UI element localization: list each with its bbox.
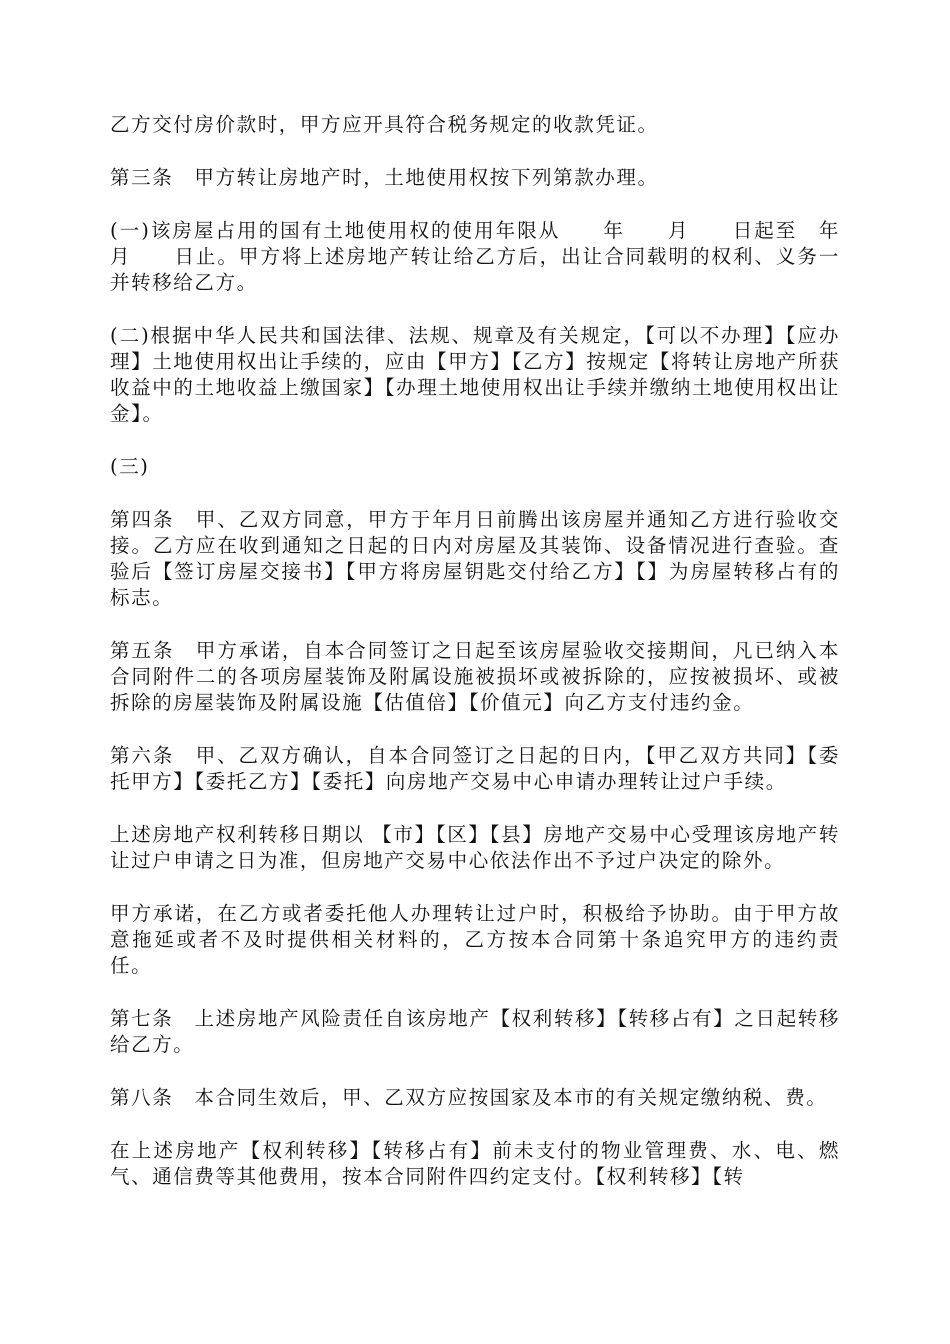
paragraph-article-3-item-3: (三) (110, 455, 150, 478)
document-body (110, 112, 883, 1190)
paragraph-party-a-commitment: 甲方承诺，在乙方或者委托他人办理转让过户时，积极给予协助。由于甲方故意拖延或者不及时提供相关材料的，乙方按本合同第十条追究甲方的违约责任。 (110, 902, 840, 977)
paragraph-payment-receipt: 乙方交付房价款时，甲方应开具符合税务规定的收款凭证。 (110, 113, 659, 136)
paragraph-article-3-item-1: (一)该房屋占用的国有土地使用权的使用年限从 年 月 日起至 年 月 日止。甲方将上述房地产转让给乙方后，出让合同载明的权利、义务一并转移给乙方。 (110, 219, 883, 294)
paragraph-unpaid-fees: 在上述房地产【权利转移】【转移占有】前未支付的物业管理费、水、电、燃气、通信费等其他费用，按本合同附件四约定支付。【权利转移】【转 (110, 1139, 840, 1188)
paragraph-article-4: 第四条 甲、乙双方同意，甲方于年月日前腾出该房屋并通知乙方进行验收交接。乙方应在收到通知之日起的日内对房屋及其装饰、设备情况进行查验。查验后【签订房屋交接书】【甲方将房屋钥匙交付给乙方】【】为房屋转移占有的标志。 (110, 508, 840, 609)
paragraph-article-3-item-2: (二)根据中华人民共和国法律、法规、规章及有关规定，【可以不办理】【应办理】土地使用权出让手续的，应由【甲方】【乙方】按规定【将转让房地产所获收益中的土地收益上缴国家】【办理土地使用权出让手续并缴纳土地使用权出让金】。 (110, 324, 840, 425)
paragraph-article-5: 第五条 甲方承诺，自本合同签订之日起至该房屋验收交接期间，凡已纳入本合同附件二的各项房屋装饰及附属设施被损坏或被拆除的，应按被损坏、或被拆除的房屋装饰及附属设施【估值倍】【价值元】向乙方支付违约金。 (110, 639, 840, 714)
paragraph-article-7: 第七条 上述房地产风险责任自该房地产【权利转移】【转移占有】之日起转移给乙方。 (110, 1007, 840, 1056)
paragraph-transfer-date: 上述房地产权利转移日期以 【市】【区】【县】房地产交易中心受理该房地产转让过户申请之日为准，但房地产交易中心依法作出不予过户决定的除外。 (110, 823, 840, 872)
paragraph-article-8: 第八条 本合同生效后，甲、乙双方应按国家及本市的有关规定缴纳税、费。 (110, 1086, 828, 1109)
paragraph-article-3: 第三条 甲方转让房地产时，土地使用权按下列第款办理。 (110, 166, 659, 189)
paragraph-article-6: 第六条 甲、乙双方确认，自本合同签订之日起的日内，【甲乙双方共同】【委托甲方】【委托乙方】【委托】向房地产交易中心申请办理转让过户手续。 (110, 744, 840, 793)
